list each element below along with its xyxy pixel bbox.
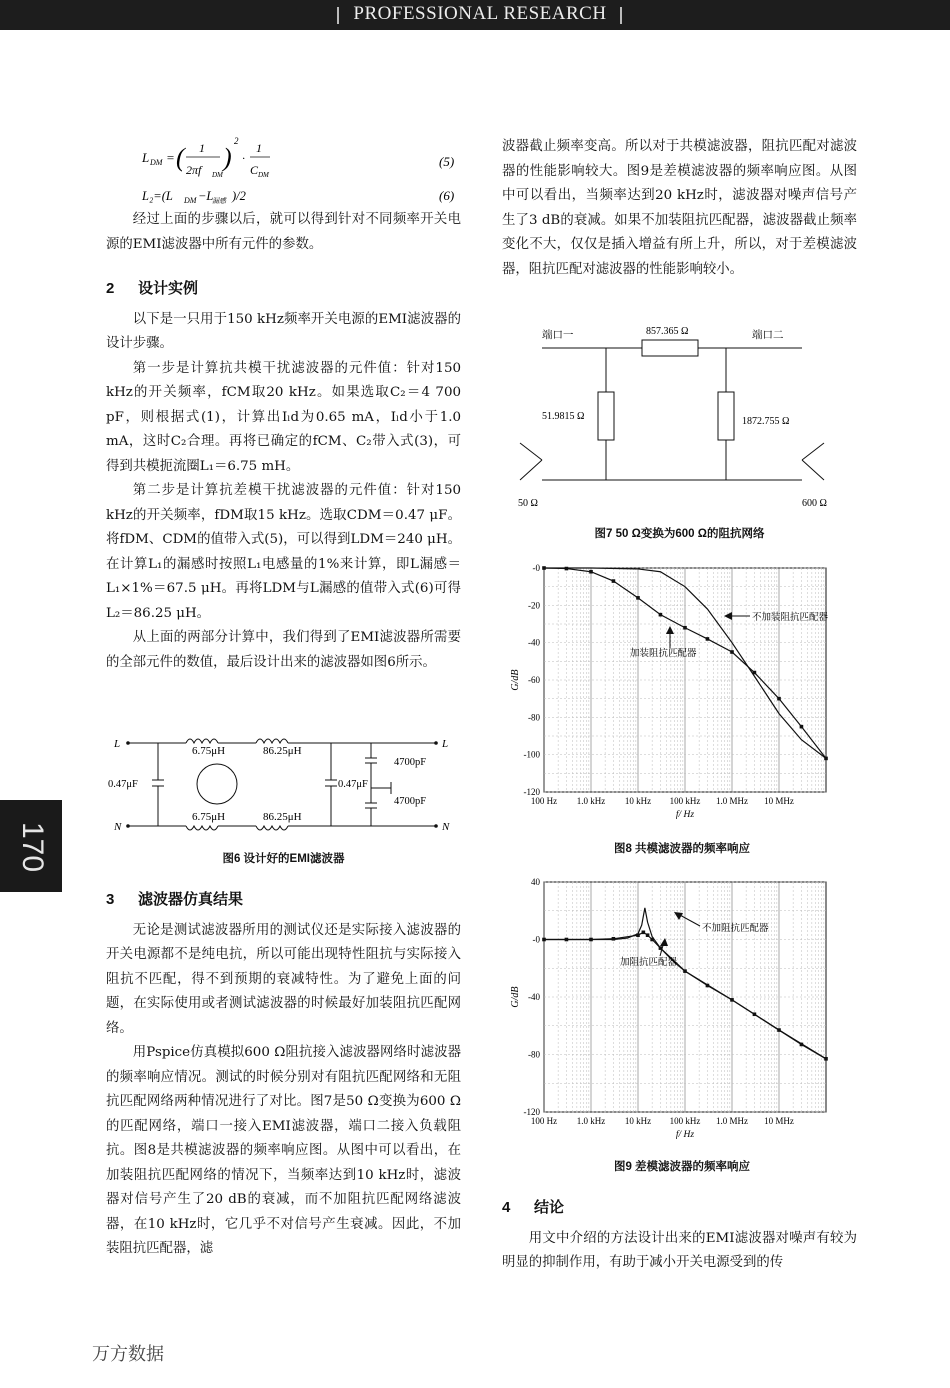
label-N-left: N [114,821,122,833]
shunt-resistor-label: 1872.755 Ω [742,416,790,427]
data-point [589,938,593,942]
y-tick-label: -120 [523,1107,540,1117]
x-tick-label: 1.0 MHz [716,796,748,806]
left-column-lower [106,880,461,1262]
data-point [730,998,734,1002]
annotation-label: 不加装阻抗匹配器 [752,612,829,623]
capacitor-label: 4700pF [394,757,427,768]
data-point [612,579,616,583]
source-impedance-label: 50 Ω [518,498,538,509]
data-point [753,671,757,675]
figure-9-caption: 图9 差模滤波器的频率响应 [613,1161,751,1173]
data-point [565,938,569,942]
data-point [730,650,734,654]
paragraph: 从上面的两部分计算中，我们得到了EMI滤波器所需要的全部元件的数值，最后设计出来的滤波器如图6所示。 [106,630,461,670]
figure-7 [502,320,857,545]
data-point [589,570,593,574]
eq5-numerator-2: 1 [256,141,262,155]
label-N-right: N [442,821,450,833]
x-tick-label: 100 kHz [669,1116,701,1126]
data-point [612,937,616,941]
capacitor-label: 0.47μF [338,779,368,790]
capacitor-label: 0.47μF [108,779,138,790]
section-heading [502,1196,857,1221]
data-point [659,613,663,617]
y-tick-label: -40 [528,637,540,648]
right-column [502,135,857,282]
data-point [800,1043,804,1047]
data-point [706,637,710,641]
x-tick-label: 10 MHz [764,796,794,806]
data-point [650,938,654,942]
data-point [777,697,781,701]
y-tick-label: -20 [528,600,540,611]
equation-5 [106,130,461,182]
x-tick-label: 10 MHz [764,1116,794,1126]
paragraph: 波器截止频率变高。所以对于共模滤波器，阻抗匹配对滤波器的性能影响较大。图9是差模滤波器的频率响应图。从图中可以看出，当频率达到20 kHz时，滤波器对噪声信号产生了3 dB的衰减。如果不加装阻抗匹配器，滤波器截止频率变化不大，仅仅是插入增益有所上升，所以，对于差模滤波器，阻抗匹配对滤波器的性能影响较小。 [502,139,857,277]
x-tick-label: 1.0 kHz [576,1116,606,1126]
eq6-end: )/2 [232,189,246,203]
x-tick-label: 10 kHz [624,796,652,806]
x-tick-label: 1.0 MHz [716,1116,748,1126]
paragraph: 第二步是计算抗差模干扰滤波器的元件值：针对150 kHz的开关频率，fDM取15 kHz。选取CDM＝0.47 μF。将fDM、CDM的值带入式(5)，可以得到LDM＝240 μH。在计算L₁的漏感时按照L₁电感量的1%来计算，即L漏感＝L₁×1%＝67.5 μH。再将LDM与L漏感的值带入式(6)可得L₂＝86.25 μH。 [106,483,461,621]
port-two-label: 端口二 [752,330,784,341]
figure-6-caption: 图6 设计好的EMI滤波器 [222,853,345,865]
data-point [636,596,640,600]
load-impedance-label: 600 Ω [802,498,827,509]
data-point [683,969,687,973]
y-tick-label: -0 [532,563,540,573]
data-point [777,1028,781,1032]
paragraph: 无论是测试滤波器所用的测试仪还是实际接入滤波器的开关电源都不是纯电抗，所以可能出现特性阻抗与实际接入阻抗不匹配，得不到预期的衰减特性。为了避免上面的问题，在实际使用或者测试滤波器的时候最好加装阻抗匹配网络。 [106,922,461,1036]
y-axis-label: G/dB [510,669,521,691]
eq5-den-sub: DM [212,171,223,179]
figure-9 [502,872,862,1178]
right-column-lower [502,1190,857,1276]
section-number: 3 [106,891,115,908]
header-divider [620,7,622,24]
header-divider [337,7,339,24]
left-column [106,130,461,675]
inductor-label: 6.75μH [192,745,226,757]
y-tick-label: -100 [523,749,540,760]
paragraph: 经过上面的步骤以后，就可以得到针对不同频率开关电源的EMI滤波器中所有元件的参数。 [106,212,461,252]
y-tick-label: -80 [528,1049,540,1060]
section-number: 4 [502,1199,511,1216]
series-resistor-label: 857.365 Ω [646,326,689,337]
x-tick-label: 10 kHz [624,1116,652,1126]
paragraph: 以下是一只用于150 kHz频率开关电源的EMI滤波器的设计步骤。 [106,311,461,351]
eq6-number: (6) [439,188,455,203]
eq5-number: (5) [439,154,455,169]
y-tick-label: -80 [528,712,540,723]
footer-watermark: 万方数据 [92,1344,164,1365]
y-tick-label: -60 [528,675,540,685]
impedance-network-schematic [502,320,857,515]
y-tick-label: -0 [532,934,540,945]
eq5-denominator: 2πf [186,163,202,177]
equation-6-graphic [106,182,461,208]
emi-filter-schematic [106,728,461,838]
section-title: 结论 [534,1199,565,1216]
figure-8-caption: 图8 共模滤波器的频率响应 [613,843,751,855]
section-title: 设计实例 [138,280,199,297]
differential-mode-response-chart [502,872,862,1148]
annotation-label: 加阻抗匹配器 [620,957,678,968]
eq6-sub1: DM [184,196,197,205]
eq5-c-sub: DM [258,171,269,179]
paragraph: 用文中介绍的方法设计出来的EMI滤波器对噪声有较为明显的抑制作用，有助于减小开关电源受到的传 [502,1230,857,1270]
figure-7-caption: 图7 50 Ω变换为600 Ω的阻抗网络 [594,528,765,540]
inductor-label: 86.25μH [263,811,302,823]
data-point [542,566,546,570]
x-tick-label: 100 kHz [669,796,701,806]
figure-6 [106,728,461,868]
annotation-label: 加装阻抗匹配器 [630,648,697,659]
x-tick-label: 1.0 kHz [576,796,606,806]
equation-6 [106,182,461,208]
section-number: 2 [106,280,115,297]
data-point [706,984,710,988]
svg-text:·: · [242,151,245,165]
figure-8 [502,560,862,860]
svg-text:): ) [223,143,232,172]
paragraph: 第一步是计算抗共模干扰滤波器的元件值：针对150 kHz的开关频率，fCM取20 kHz。如果选取C₂＝4 700 pF，则根据式(1)，计算出Iₗd为0.65 mA，Iₗd小于1.0 mA，这时C₂合理。再将已确定的fCM、C₂带入式(3)，可得到共模扼流圈L₁＝6.75 mH。 [106,360,461,474]
x-axis-label: f/ Hz [675,810,695,820]
data-point [636,933,640,937]
paragraph: 用Pspice仿真模拟600 Ω阻抗接入滤波器网络时滤波器的频率响应情况。测试的时候分别对有阻抗匹配网络和无阻抗匹配网络两种情况进行了对比。图7是50 Ω变换为600 Ω的匹配网络，端口一接入EMI滤波器，端口二接入负载阻抗。图8是共模滤波器的频率响应图。从图中可以看出，在加装阻抗匹配网络的情况下，当频率达到10 kHz时，滤波器对信号产生了20 dB的衰减，而不加阻抗匹配网络滤波器，在10 kHz时，它几乎不对信号产生衰减。因此，不加装阻抗匹配器，滤 [106,1045,461,1256]
eq5-lhs: L [142,150,150,165]
eq5-numerator: 1 [199,141,205,155]
header-title: PROFESSIONAL RESEARCH [353,3,607,24]
page-number-tab [0,800,62,892]
data-point [753,1012,757,1016]
y-tick-label: -120 [523,787,540,797]
data-point [542,938,546,942]
section-heading [106,277,461,302]
data-point [683,626,687,630]
data-point [824,757,828,761]
annotation-label: 不加阻抗匹配器 [702,923,769,934]
data-point [642,931,646,935]
data-point [646,933,650,937]
eq6-mid: −L [198,189,214,203]
eq6-start: L₂=(L [142,189,173,203]
label-L-right: L [442,738,449,750]
shunt-resistor-label: 51.9815 Ω [542,411,585,422]
data-point [824,1057,828,1061]
capacitor-label: 4700pF [394,796,427,807]
data-point [800,725,804,729]
eq6-sub2: 漏感 [212,197,226,205]
header-bar [0,0,950,30]
svg-text:=: = [166,150,175,165]
x-tick-label: 100 Hz [530,1116,558,1126]
y-tick-label: 40 [531,877,540,887]
y-axis-label: G/dB [510,986,521,1008]
eq5-lhs-sub: DM [150,158,163,167]
x-tick-label: 100 Hz [530,796,558,806]
section-heading [106,888,461,913]
data-point [565,567,569,571]
equation-5-graphic [106,130,461,182]
common-mode-response-chart [502,560,862,830]
label-L-left: L [114,738,121,750]
eq5-c: C [250,163,259,177]
eq5-square: 2 [234,136,239,146]
inductor-label: 6.75μH [192,811,226,823]
x-axis-label: f/ Hz [675,1130,695,1140]
page-number: 170 [16,821,49,873]
port-one-label: 端口一 [542,330,574,341]
svg-text:(: ( [176,143,185,172]
section-title: 滤波器仿真结果 [138,891,244,908]
inductor-label: 86.25μH [263,745,302,757]
y-tick-label: -40 [528,992,540,1002]
